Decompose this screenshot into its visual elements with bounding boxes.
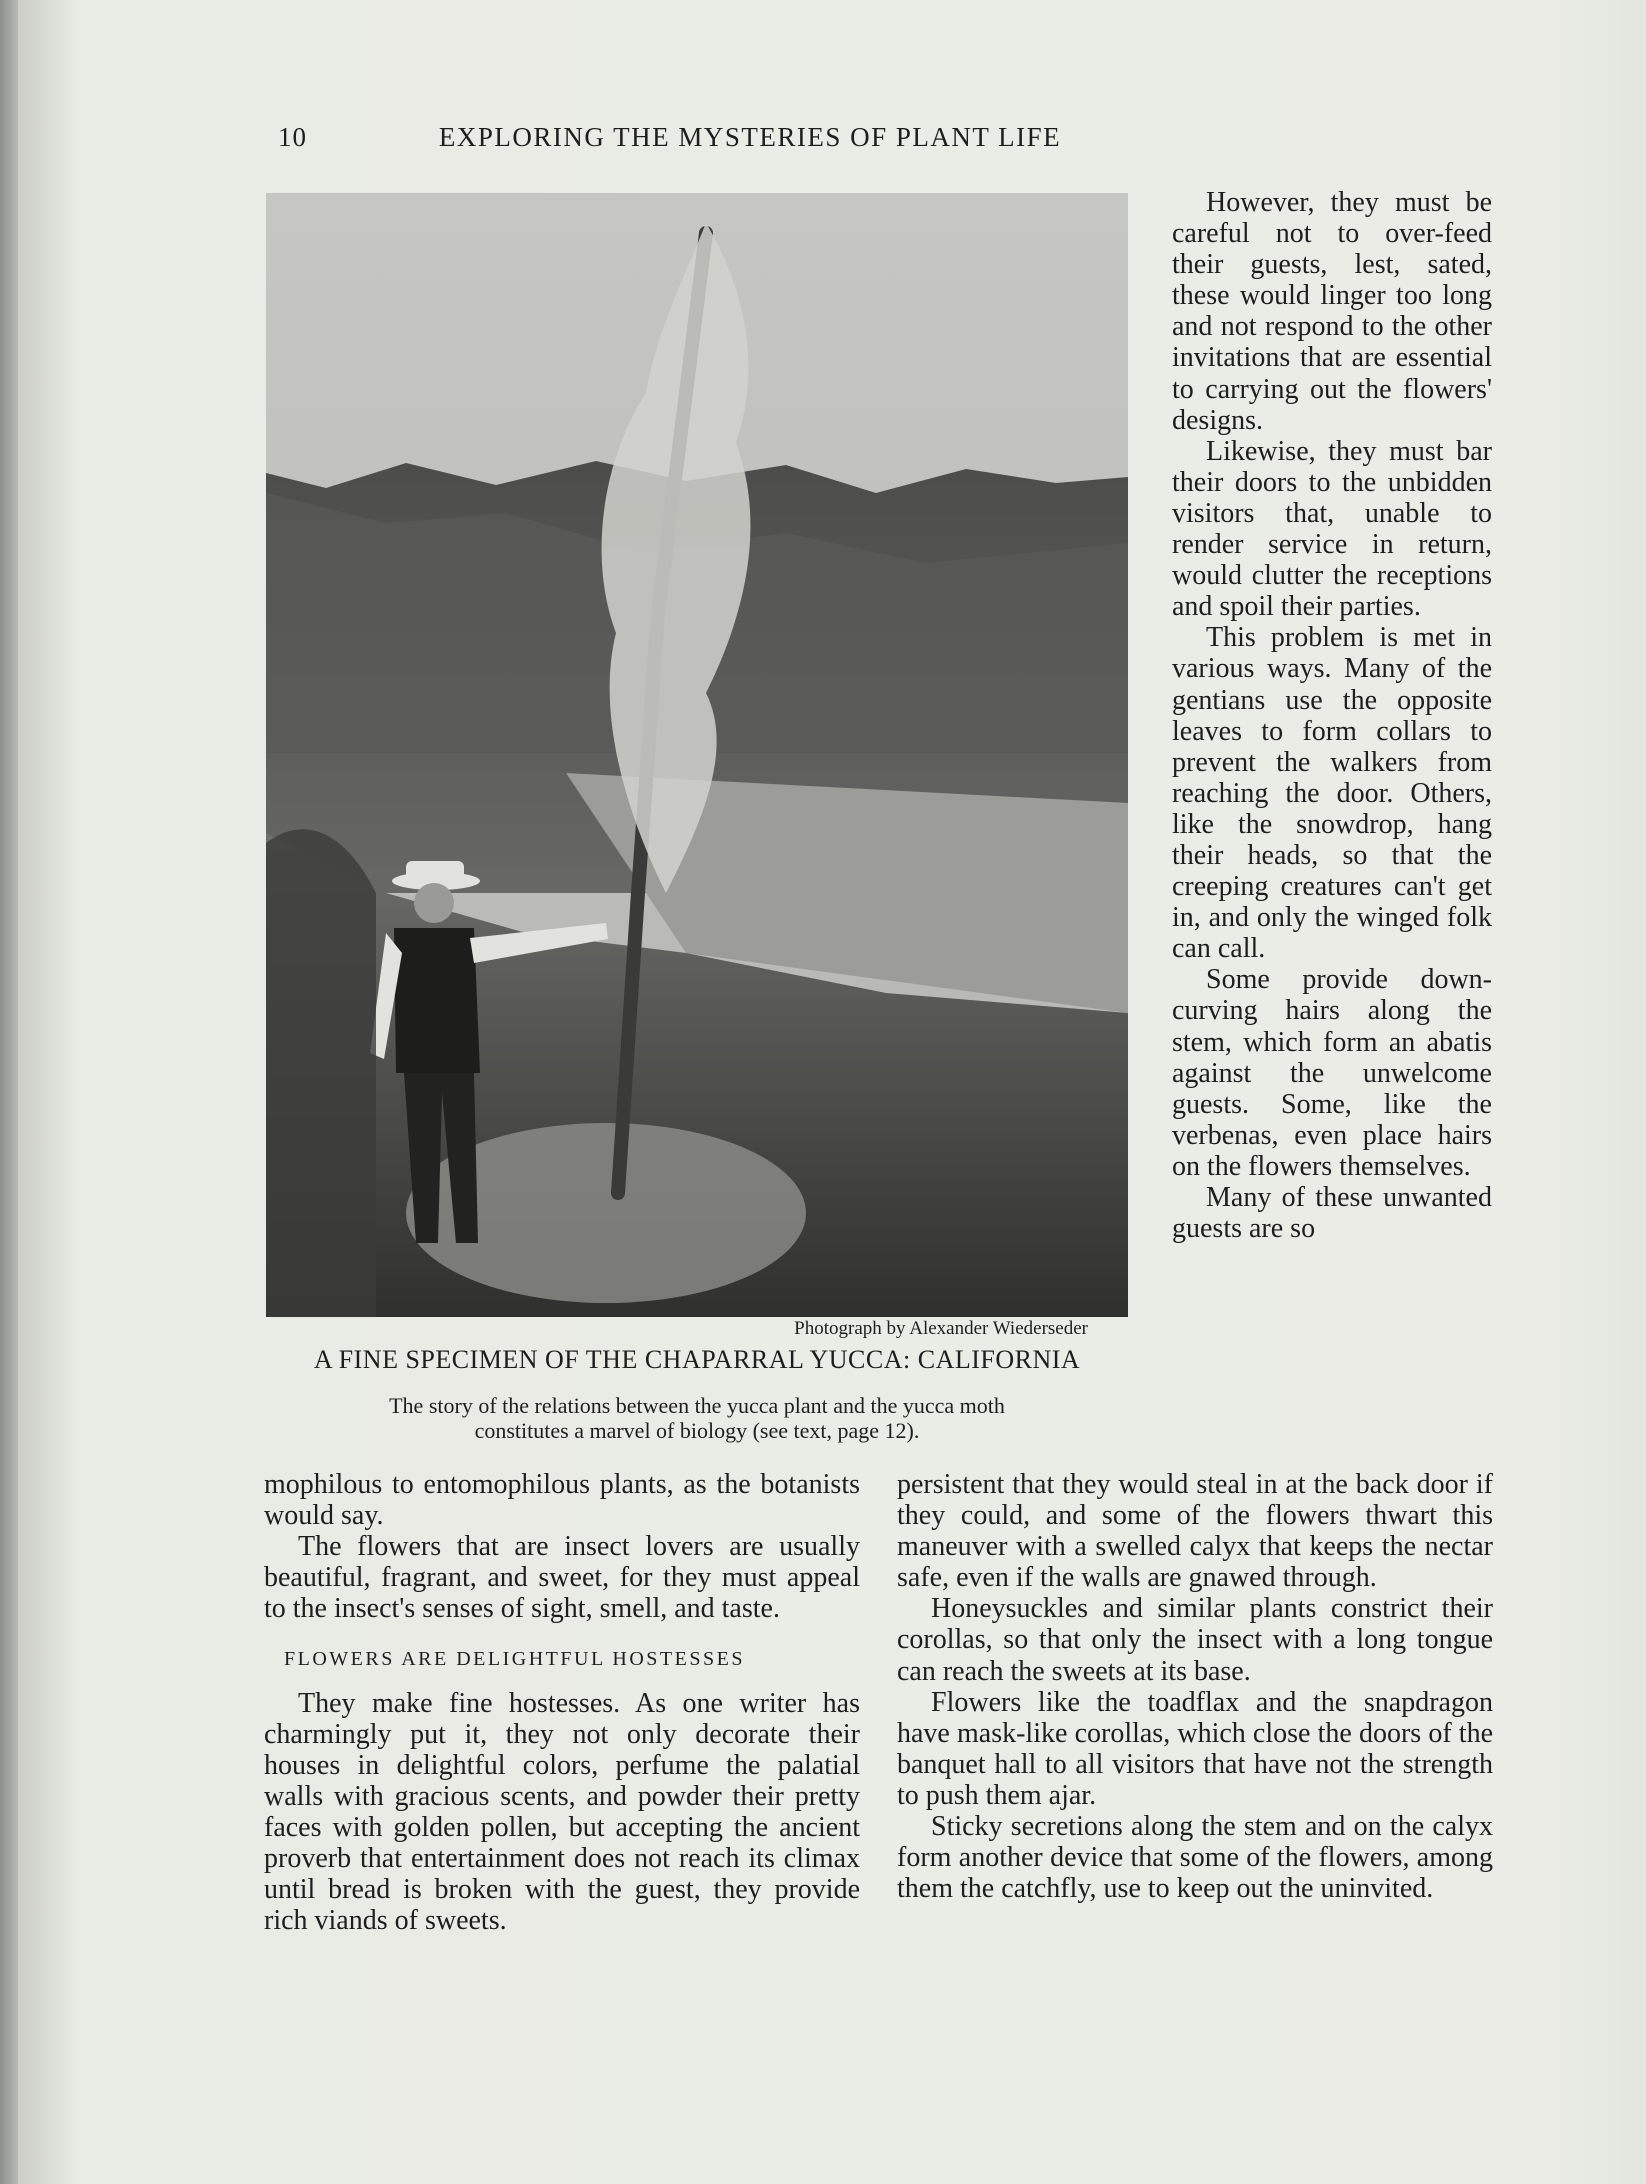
figure-caption-line: constitutes a marvel of biology (see text, page 12). [474, 1418, 920, 1443]
paragraph: Flowers like the toadflax and the snapdragon have mask-like corollas, which close the doors of the banquet hall to all visitors that have not the strength to push them ajar. [897, 1686, 1493, 1811]
running-title: EXPLORING THE MYSTERIES OF PLANT LIFE [438, 122, 1062, 152]
paragraph: Many of these unwanted guests are so [1172, 1182, 1492, 1245]
figure-caption-line: The story of the relations between the yucca plant and the yucca moth [389, 1393, 1005, 1418]
figure-caption-title: A FINE SPECIMEN OF THE CHAPARRAL YUCCA: CALIFORNIA [313, 1345, 1081, 1374]
paragraph: mophilous to entomophilous plants, as the botanists would say. [264, 1469, 860, 1532]
left-text-column [264, 1469, 860, 1936]
right-text-column [897, 1469, 1493, 1904]
paragraph: They make fine hostesses. As one writer has charmingly put it, they not only decorate their houses in delightful colors, perfume the palatial walls with gracious scents, and powder their pretty faces with golden pollen, but accepting the ancient proverb that entertainment does not reach its climax until bread is broken with the guest, they provide rich viands of sweets. [264, 1687, 860, 1937]
paragraph: Honeysuckles and similar plants constrict their corollas, so that only the insect with a long tongue can reach the sweets at its base. [897, 1593, 1493, 1687]
paragraph: Likewise, they must bar their doors to the unbidden visitors that, unable to render service in return, would clutter the receptions and spoil their parties. [1172, 435, 1492, 623]
paragraph: persistent that they would steal in at the back door if they could, and some of the flowers thwart this maneuver with a swelled calyx that keeps the nectar safe, even if the walls are gnawed through. [897, 1469, 1493, 1594]
section-subheading: FLOWERS ARE DELIGHTFUL HOSTESSES [284, 1648, 745, 1671]
right-text-column-top [1172, 187, 1492, 1244]
paragraph: The flowers that are insect lovers are usually beautiful, fragrant, and sweet, for they must appeal to the insect's senses of sight, smell, and taste. [264, 1531, 860, 1625]
paragraph: This problem is met in various ways. Many of the gentians use the opposite leaves to form collars to prevent the walkers from reaching the door. Others, like the snowdrop, hang their heads, so that the creeping creatures can't get in, and only the winged folk can call. [1172, 622, 1492, 965]
page-number: 10 [278, 122, 307, 152]
photo-credit: Photograph by Alexander Wiederseder [794, 1318, 1088, 1339]
figure-caption [266, 1393, 1128, 1443]
yucca-photograph [266, 193, 1128, 1317]
photo-left-bushes [266, 829, 376, 1317]
paragraph: Sticky secretions along the stem and on the calyx form another device that some of the flowers, among them the catchfly, use to keep out the uninvited. [897, 1811, 1493, 1905]
paragraph: Some provide down-curving hairs along the stem, which form an abatis against the unwelcome guests. Some, like the verbenas, even place hairs on the flowers themselves. [1172, 964, 1492, 1182]
paragraph: However, they must be careful not to over-feed their guests, lest, sated, these would linger too long and not respond to the other invitations that are essential to carrying out the flowers' designs. [1172, 187, 1492, 436]
running-head [270, 122, 1230, 162]
